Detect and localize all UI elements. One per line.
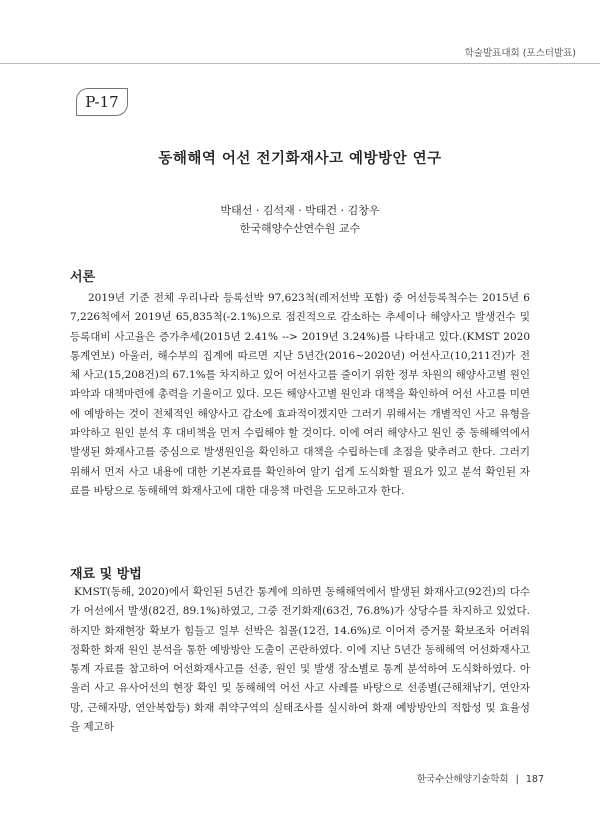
footer-society: 한국수산해양기술학회: [416, 774, 509, 785]
footer-separator: |: [515, 774, 519, 785]
header-divider: [0, 63, 600, 64]
page-footer: [417, 771, 544, 785]
author-list: 박태선 · 김석재 · 박태건 · 김창우: [220, 204, 380, 217]
running-header: 학술발표대회 (포스터발표): [464, 48, 576, 59]
paper-title: 동해해역 어선 전기화재사고 예방방안 연구: [158, 150, 442, 167]
page-number: 187: [525, 774, 544, 785]
poster-number-badge: P-17: [76, 88, 128, 116]
section-title-methods: 재료 및 방법: [70, 567, 142, 582]
section-title-introduction: 서론: [70, 270, 96, 285]
section-body-introduction: 2019년 기준 전체 우리나라 등록선박 97,623척(레저선박 포함) 중 어선등록척수는 2015년 67,226척에서 2019년 65,835척(-2.1%)으로 점진적으로 감소하는 추세이나 해양사고 발생건수 및 등록대비 사고율은 증가추세(2015년 2.41% --> 2019년 3.24%)를 나타내고 있다.(KMST 2020 통계연보) 아울러, 해수부의 집계에 따르면 지난 5년간(2016~2020년) 어선사고(10,211건)가 전체 사고(15,208건)의 67.1%를 차지하고 있어 어선사고를 줄이기 위한 정부 차원의 해양사고별 원인파악과 대책마련에 총력을 기울이고 있다. 모든 해양사고별 원인과 대책을 확인하여 어선 사고를 미연에 예방하는 것이 전체적인 해양사고 감소에 효과적이겠지만 그러기 위해서는 개별적인 사고 유형을 파악하고 원인 분석 후 대비책을 먼저 수립해야 할 것이다. 이에 여러 해양사고 원인 중 동해해역에서 발생된 화재사고를 중심으로 발생원인을 확인하고 대책을 수립하는데 초점을 맞추려고 한다. 그러기 위해서 먼저 사고 내용에 대한 기본자료를 확인하여 알기 쉽게 도식화할 필요가 있고 분석 확인된 자료를 바탕으로 동해해역 화재사고에 대한 대응책 마련을 도모하고자 한다.: [70, 292, 530, 497]
section-body-methods: KMST(동해, 2020)에서 확인된 5년간 통계에 의하면 동해해역에서 발생된 화재사고(92건)의 다수가 어선에서 발생(82건, 89.1%)하였고, 그중 전기화재(63건, 76.8%)가 상당수를 차지하고 있었다. 하지만 화재현장 확보가 힘들고 일부 선박은 침몰(12건, 14.6%)로 이어져 증거물 확보조차 어려워 정확한 화재 원인 분석을 통한 예방방안 도출이 곤란하였다. 이에 지난 5년간 동해해역 어선화재사고 통계 자료를 참고하여 어선화재사고를 선종, 원인 및 발생 장소별로 통계 분석하여 도식화하였다. 아울러 사고 유사어선의 현장 확인 및 동해해역 어선 사고 사례를 바탕으로 선종별(근해채낚기, 연안자망, 근해자망, 연안복합등) 화재 취약구역의 실태조사를 실시하여 화재 예방방안의 적합성 및 효율성을 제고하: [70, 586, 530, 734]
author-affiliation: 한국해양수산연수원 교수: [239, 222, 361, 235]
